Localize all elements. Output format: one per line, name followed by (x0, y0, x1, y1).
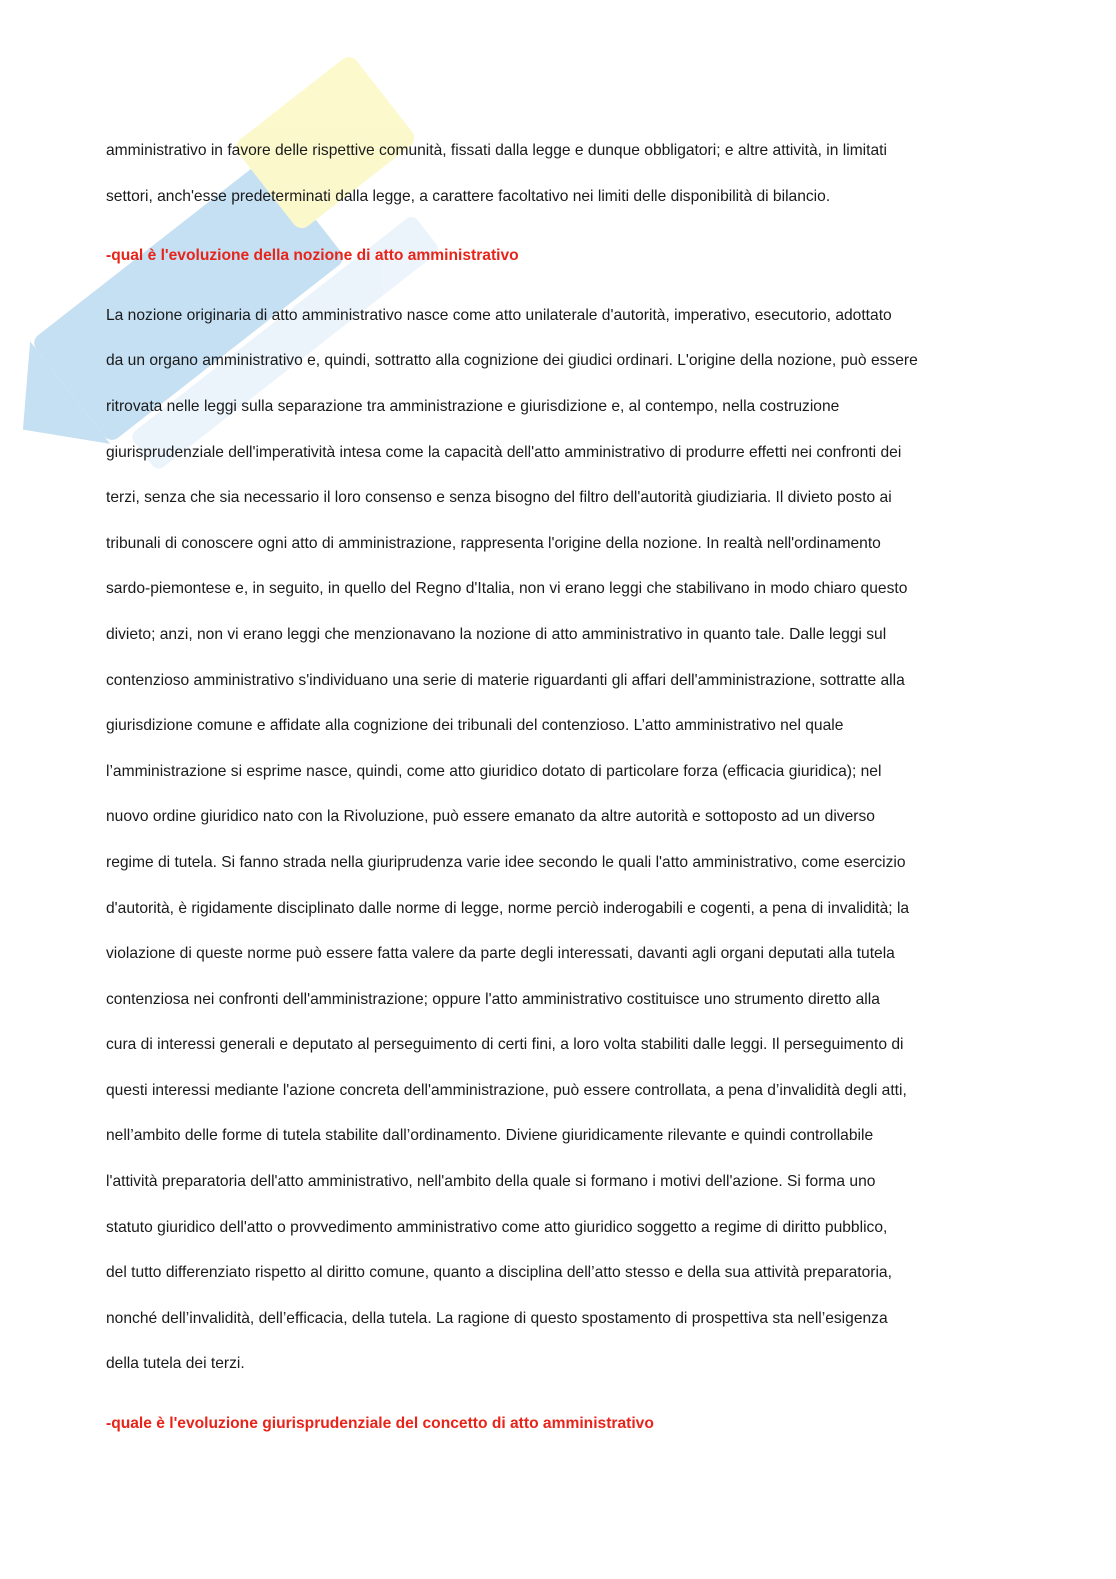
main-paragraph (106, 293, 1006, 1387)
text-line: l'attività preparatoria dell'atto amministrativo, nell'ambito della quale si formano i motivi dell'azione. Si forma uno (106, 1173, 876, 1191)
text-line: nell’ambito delle forme di tutela stabilite dall’ordinamento. Diviene giuridicamente rilevante e quindi controllabile (106, 1127, 874, 1145)
text-line: sardo-piemontese e, in seguito, in quello del Regno d'Italia, non vi erano leggi che stabilivano in modo chiaro questo (106, 580, 908, 598)
text-line: della tutela dei terzi. (106, 1355, 245, 1373)
text-line: terzi, senza che sia necessario il loro consenso e senza bisogno del filtro dell'autorità giudiziaria. Il divieto posto ai (106, 489, 892, 507)
text-line: l’amministrazione si esprime nasce, quindi, come atto giuridico dotato di particolare forza (efficacia giuridica); nel (106, 762, 882, 780)
text-line: contenziosa nei confronti dell'amministrazione; oppure l'atto amministrativo costituisce uno strumento diretto alla (106, 990, 880, 1008)
text-line: divieto; anzi, non vi erano leggi che menzionavano la nozione di atto amministrativo in quanto tale. Dalle leggi sul (106, 625, 887, 643)
intro-paragraph (106, 128, 1006, 219)
section-heading-1: -qual è l'evoluzione della nozione di atto amministrativo (106, 247, 519, 265)
watermark-arrow-tip (20, 341, 110, 480)
text-line: regime di tutela. Si fanno strada nella giuriprudenza varie idee secondo le quali l'atto amministrativo, come esercizio (106, 853, 906, 871)
document-page (106, 128, 1006, 1447)
text-line: statuto giuridico dell'atto o provvedimento amministrativo come atto giuridico soggetto a regime di diritto pubblico, (106, 1218, 888, 1236)
text-line: tribunali di conoscere ogni atto di amministrazione, rappresenta l'origine della nozione. In realtà nell'ordinamento (106, 534, 881, 552)
text-line: questi interessi mediante l'azione concreta dell'amministrazione, può essere controllata, a pena d’invalidità degli atti, (106, 1081, 907, 1099)
text-line: settori, anch'esse predeterminati dalla legge, a carattere facoltativo nei limiti delle disponibilità di bilancio. (106, 187, 831, 205)
text-line: La nozione originaria di atto amministrativo nasce come atto unilaterale d'autorità, imperativo, esecutorio, adottato (106, 306, 892, 324)
text-line: ritrovata nelle leggi sulla separazione tra amministrazione e giurisdizione e, al contempo, nella costruzione (106, 397, 840, 415)
text-line: nonché dell’invalidità, dell’efficacia, della tutela. La ragione di questo spostamento di prospettiva sta nell’esigenza (106, 1309, 888, 1327)
text-line: del tutto differenziato rispetto al diritto comune, quanto a disciplina dell’atto stesso e della sua attività preparatoria, (106, 1264, 892, 1282)
text-line: d'autorità, è rigidamente disciplinato dalle norme di legge, norme perciò inderogabili e cogenti, a pena di invalidità; la (106, 899, 910, 917)
text-line: amministrativo in favore delle rispettive comunità, fissati dalla legge e dunque obbligatori; e altre attività, in limitati (106, 142, 887, 159)
text-line: contenzioso amministrativo s'individuano una serie di materie riguardanti gli affari dell'amministrazione, sottratte alla (106, 671, 905, 689)
text-line: violazione di queste norme può essere fatta valere da parte degli interessati, davanti agli organi deputati alla tutela (106, 945, 895, 963)
text-line: da un organo amministrativo e, quindi, sottratto alla cognizione dei giudici ordinari. L'origine della nozione, può essere (106, 352, 918, 370)
text-line: giurisprudenziale dell'imperatività intesa come la capacità dell'atto amministrativo di produrre effetti nei confronti dei (106, 443, 902, 461)
section-heading-2: -quale è l'evoluzione giurisprudenziale del concetto di atto amministrativo (106, 1415, 654, 1433)
text-line: nuovo ordine giuridico nato con la Rivoluzione, può essere emanato da altre autorità e sottoposto ad un diverso (106, 808, 875, 826)
text-line: cura di interessi generali e deputato al perseguimento di certi fini, a loro volta stabiliti dalle leggi. Il perseguimento di (106, 1036, 904, 1054)
text-line: giurisdizione comune e affidate alla cognizione dei tribunali del contenzioso. L’atto amministrativo nel quale (106, 717, 844, 735)
